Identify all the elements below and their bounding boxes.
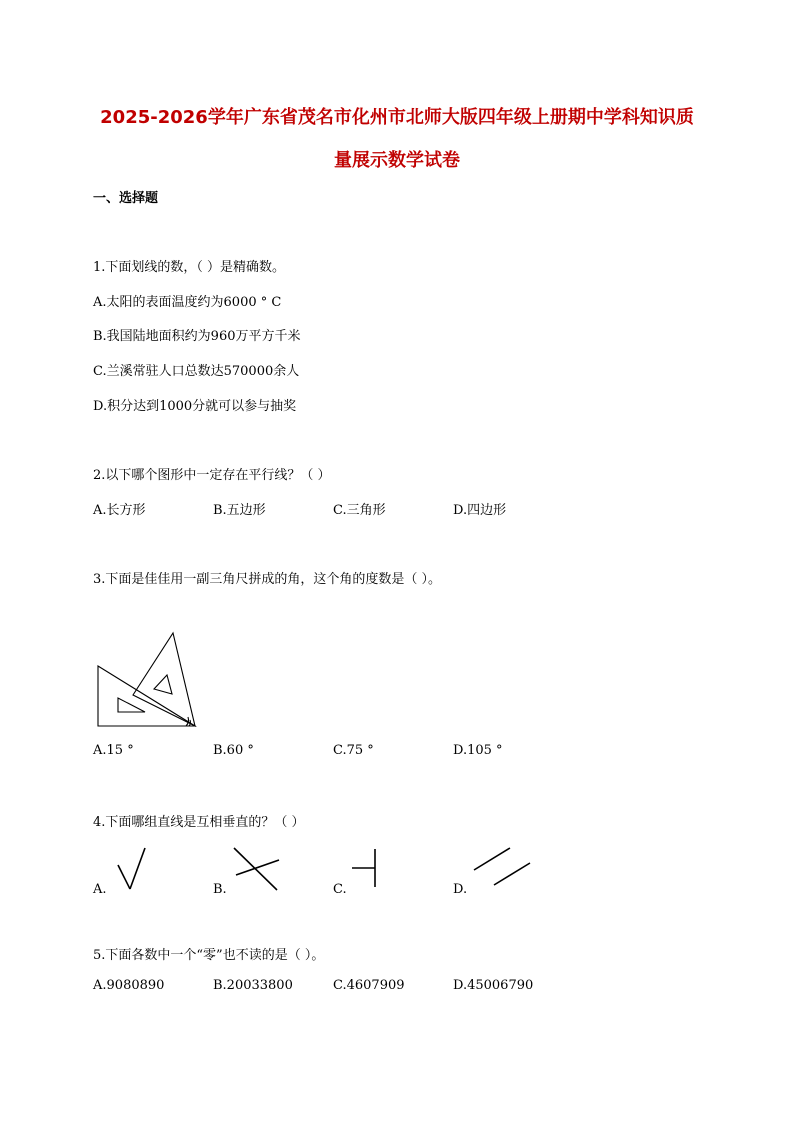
question-1-option-a: A.太阳的表面温度约为6000 ° C: [93, 295, 282, 310]
question-1-option-c: C.兰溪常驻人口总数达570000余人: [93, 364, 300, 379]
question-4-option-d: D.: [453, 882, 468, 897]
question-4-option-a: A.: [93, 882, 107, 897]
question-3-option-a: A.15 °: [93, 743, 134, 758]
option-a-lines-figure: [116, 846, 148, 892]
section-heading: 一、选择题: [93, 191, 159, 206]
question-4-stem: 4.下面哪组直线是互相垂直的？（ ）: [93, 815, 305, 830]
question-2-option-c: C.三角形: [333, 503, 386, 518]
document-title-line-2: 量展示数学试卷: [334, 150, 460, 171]
option-b-lines-figure: [232, 846, 282, 892]
question-1-stem: 1.下面划线的数，（ ）是精确数。: [93, 260, 286, 275]
question-1-option-b: B.我国陆地面积约为960万平方千米: [93, 329, 301, 344]
question-5-option-d: D.45006790: [453, 978, 534, 993]
document-title-line-1: 2025-2026学年广东省茂名市化州市北师大版四年级上册期中学科知识质: [100, 107, 694, 128]
question-5-option-c: C.4607909: [333, 978, 405, 993]
question-2-stem: 2.以下哪个图形中一定存在平行线？（ ）: [93, 468, 331, 483]
question-3-stem: 3.下面是佳佳用一副三角尺拼成的角，这个角的度数是（ ）。: [93, 572, 442, 587]
option-c-lines-figure: [350, 847, 380, 891]
question-4-option-b: B.: [213, 882, 227, 897]
question-4-option-c: C.: [333, 882, 347, 897]
question-3-option-b: B.60 °: [213, 743, 254, 758]
triangle-rulers-figure: [96, 631, 200, 731]
question-5-option-a: A.9080890: [93, 978, 165, 993]
question-5-option-b: B.20033800: [213, 978, 293, 993]
question-1-option-d: D.积分达到1000分就可以参与抽奖: [93, 399, 297, 414]
question-5-stem: 5.下面各数中一个“零”也不读的是（ ）。: [93, 948, 325, 963]
option-d-lines-figure: [472, 846, 534, 888]
question-3-option-d: D.105 °: [453, 743, 503, 758]
question-3-option-c: C.75 °: [333, 743, 374, 758]
question-2-option-b: B.五边形: [213, 503, 266, 518]
question-2-option-a: A.长方形: [93, 503, 146, 518]
question-2-option-d: D.四边形: [453, 503, 507, 518]
